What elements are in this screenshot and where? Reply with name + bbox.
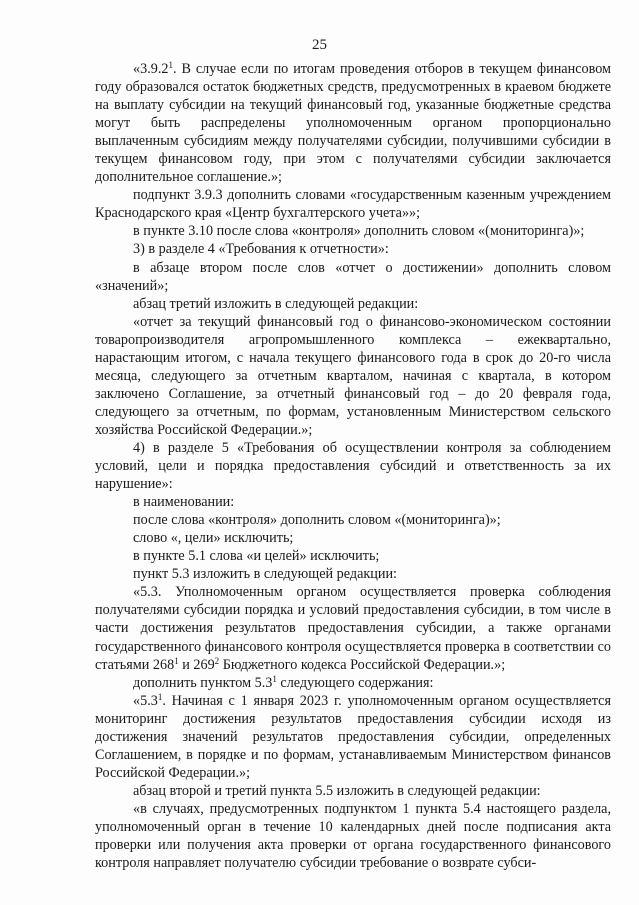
text-run: следующего содержания: xyxy=(276,674,434,691)
text-run: в наименовании: xyxy=(133,494,235,511)
paragraph xyxy=(95,259,611,295)
text-run: пункт 5.3 изложить в следующей редакции: xyxy=(133,566,397,583)
superscript: 1 xyxy=(174,655,179,666)
text-run: «5.3. Уполномоченным органом осуществляется проверка соблюдения получателями субсидии порядка и условий предоставления субсидии, в том числе в части достижения результатов предоставления субсидии, а также органами государственного финансового контроля осуществляется проверка в соответствии со статьями 268 xyxy=(95,584,611,673)
paragraph xyxy=(95,674,611,692)
superscript: 2 xyxy=(214,655,220,666)
text-run: 4) в разделе 5 «Требования об осуществлении контроля за соблюдением условий, цели и порядка предоставления субсидий и ответственность за их нарушение»: xyxy=(95,439,611,493)
paragraph xyxy=(95,511,611,529)
superscript: 1 xyxy=(168,60,173,70)
text-run: слово «, цели» исключить; xyxy=(133,530,294,547)
text-run: «отчет за текущий финансовый год о финансово-экономическом состоянии товаропроизводителя агропромышленного комплекса – ежеквартально, нарастающим итогом, с начала текущего финансового года в срок до 20-го числа месяца, следующего за отчетным кварталом, начиная с квартала, в котором заключено Соглашение, за отчетный финансовый год – до 20 февраля года, следующего за отчетным, по формам, установленным Министерством сельского хозяйства Российской Федерации.»; xyxy=(95,313,611,438)
text-run: подпункт 3.9.3 дополнить словами «государственным казенным учреждением Краснодарского края «Центр бухгалтерского учета»»; xyxy=(95,187,611,222)
paragraph xyxy=(95,313,611,439)
superscript: 1 xyxy=(272,673,277,684)
text-run: «в случаях, предусмотренных подпунктом 1 пункта 5.4 настоящего раздела, уполномоченный орган в течение 10 календарных дней после подписания акта проверки или получения акта проверки от органа государственного финансового контроля направляет получателю субсидии требование о возврате субси- xyxy=(95,800,611,872)
paragraph xyxy=(95,692,611,782)
paragraph xyxy=(95,295,611,313)
text-run: 3) в разделе 4 «Требования к отчетности»: xyxy=(133,241,389,258)
text-run: «3.9.2 xyxy=(133,61,169,77)
text-run: абзац третий изложить в следующей редакции: xyxy=(133,295,419,312)
text-run: дополнить пунктом 5.3 xyxy=(133,674,273,691)
paragraph xyxy=(95,782,611,800)
superscript: 1 xyxy=(157,691,163,702)
text-run: после слова «контроля» дополнить словом «(мониторинга)»; xyxy=(133,512,501,529)
paragraph xyxy=(95,529,611,547)
paragraph xyxy=(95,186,611,222)
text-run: . Начиная с 1 января 2023 г. уполномоченным органом осуществляется мониторинг достижения результатов предоставления субсидии исходя из достижения значений результатов предоставления субсидии, определенных Соглашением, в порядке и по формам, устанавливаемым Министерством финансов Российской Федерации.»; xyxy=(95,692,611,781)
paragraph xyxy=(95,493,611,511)
text-run: в пункте 3.10 после слова «контроля» дополнить словом «(мониторинга)»; xyxy=(133,223,585,240)
paragraph xyxy=(95,240,611,258)
paragraph xyxy=(95,800,611,872)
paragraph xyxy=(95,60,611,186)
paragraph xyxy=(95,547,611,565)
paragraph xyxy=(95,439,611,493)
page-number: 25 xyxy=(312,37,327,53)
text-run: в пункте 5.1 слова «и целей» исключить; xyxy=(133,548,380,565)
text-run: абзац второй и третий пункта 5.5 изложить в следующей редакции: xyxy=(133,782,541,799)
text-run: Бюджетного кодекса Российской Федерации.»; xyxy=(219,656,506,673)
document-body xyxy=(95,60,611,872)
paragraph xyxy=(95,565,611,583)
paragraph xyxy=(95,583,611,673)
paragraph xyxy=(95,222,611,240)
text-run: . В случае если по итогам проведения отборов в текущем финансовом году образовался остаток бюджетных средств, предусмотренных в краевом бюджете на выплату субсидии на текущий финансовый год, указанные бюджетные средства могут быть распределены уполномоченным органом пропорционально выплаченным субсидиям между получателями субсидии, получившими субсидии в текущем финансовом году, при этом с получателями субсидии заключается дополнительное соглашение.»; xyxy=(95,61,611,186)
text-run: «5.3 xyxy=(133,692,158,709)
text-run: в абзаце втором после слов «отчет о достижении» дополнить словом «значений»; xyxy=(95,259,611,294)
text-run: и 269 xyxy=(178,656,215,673)
